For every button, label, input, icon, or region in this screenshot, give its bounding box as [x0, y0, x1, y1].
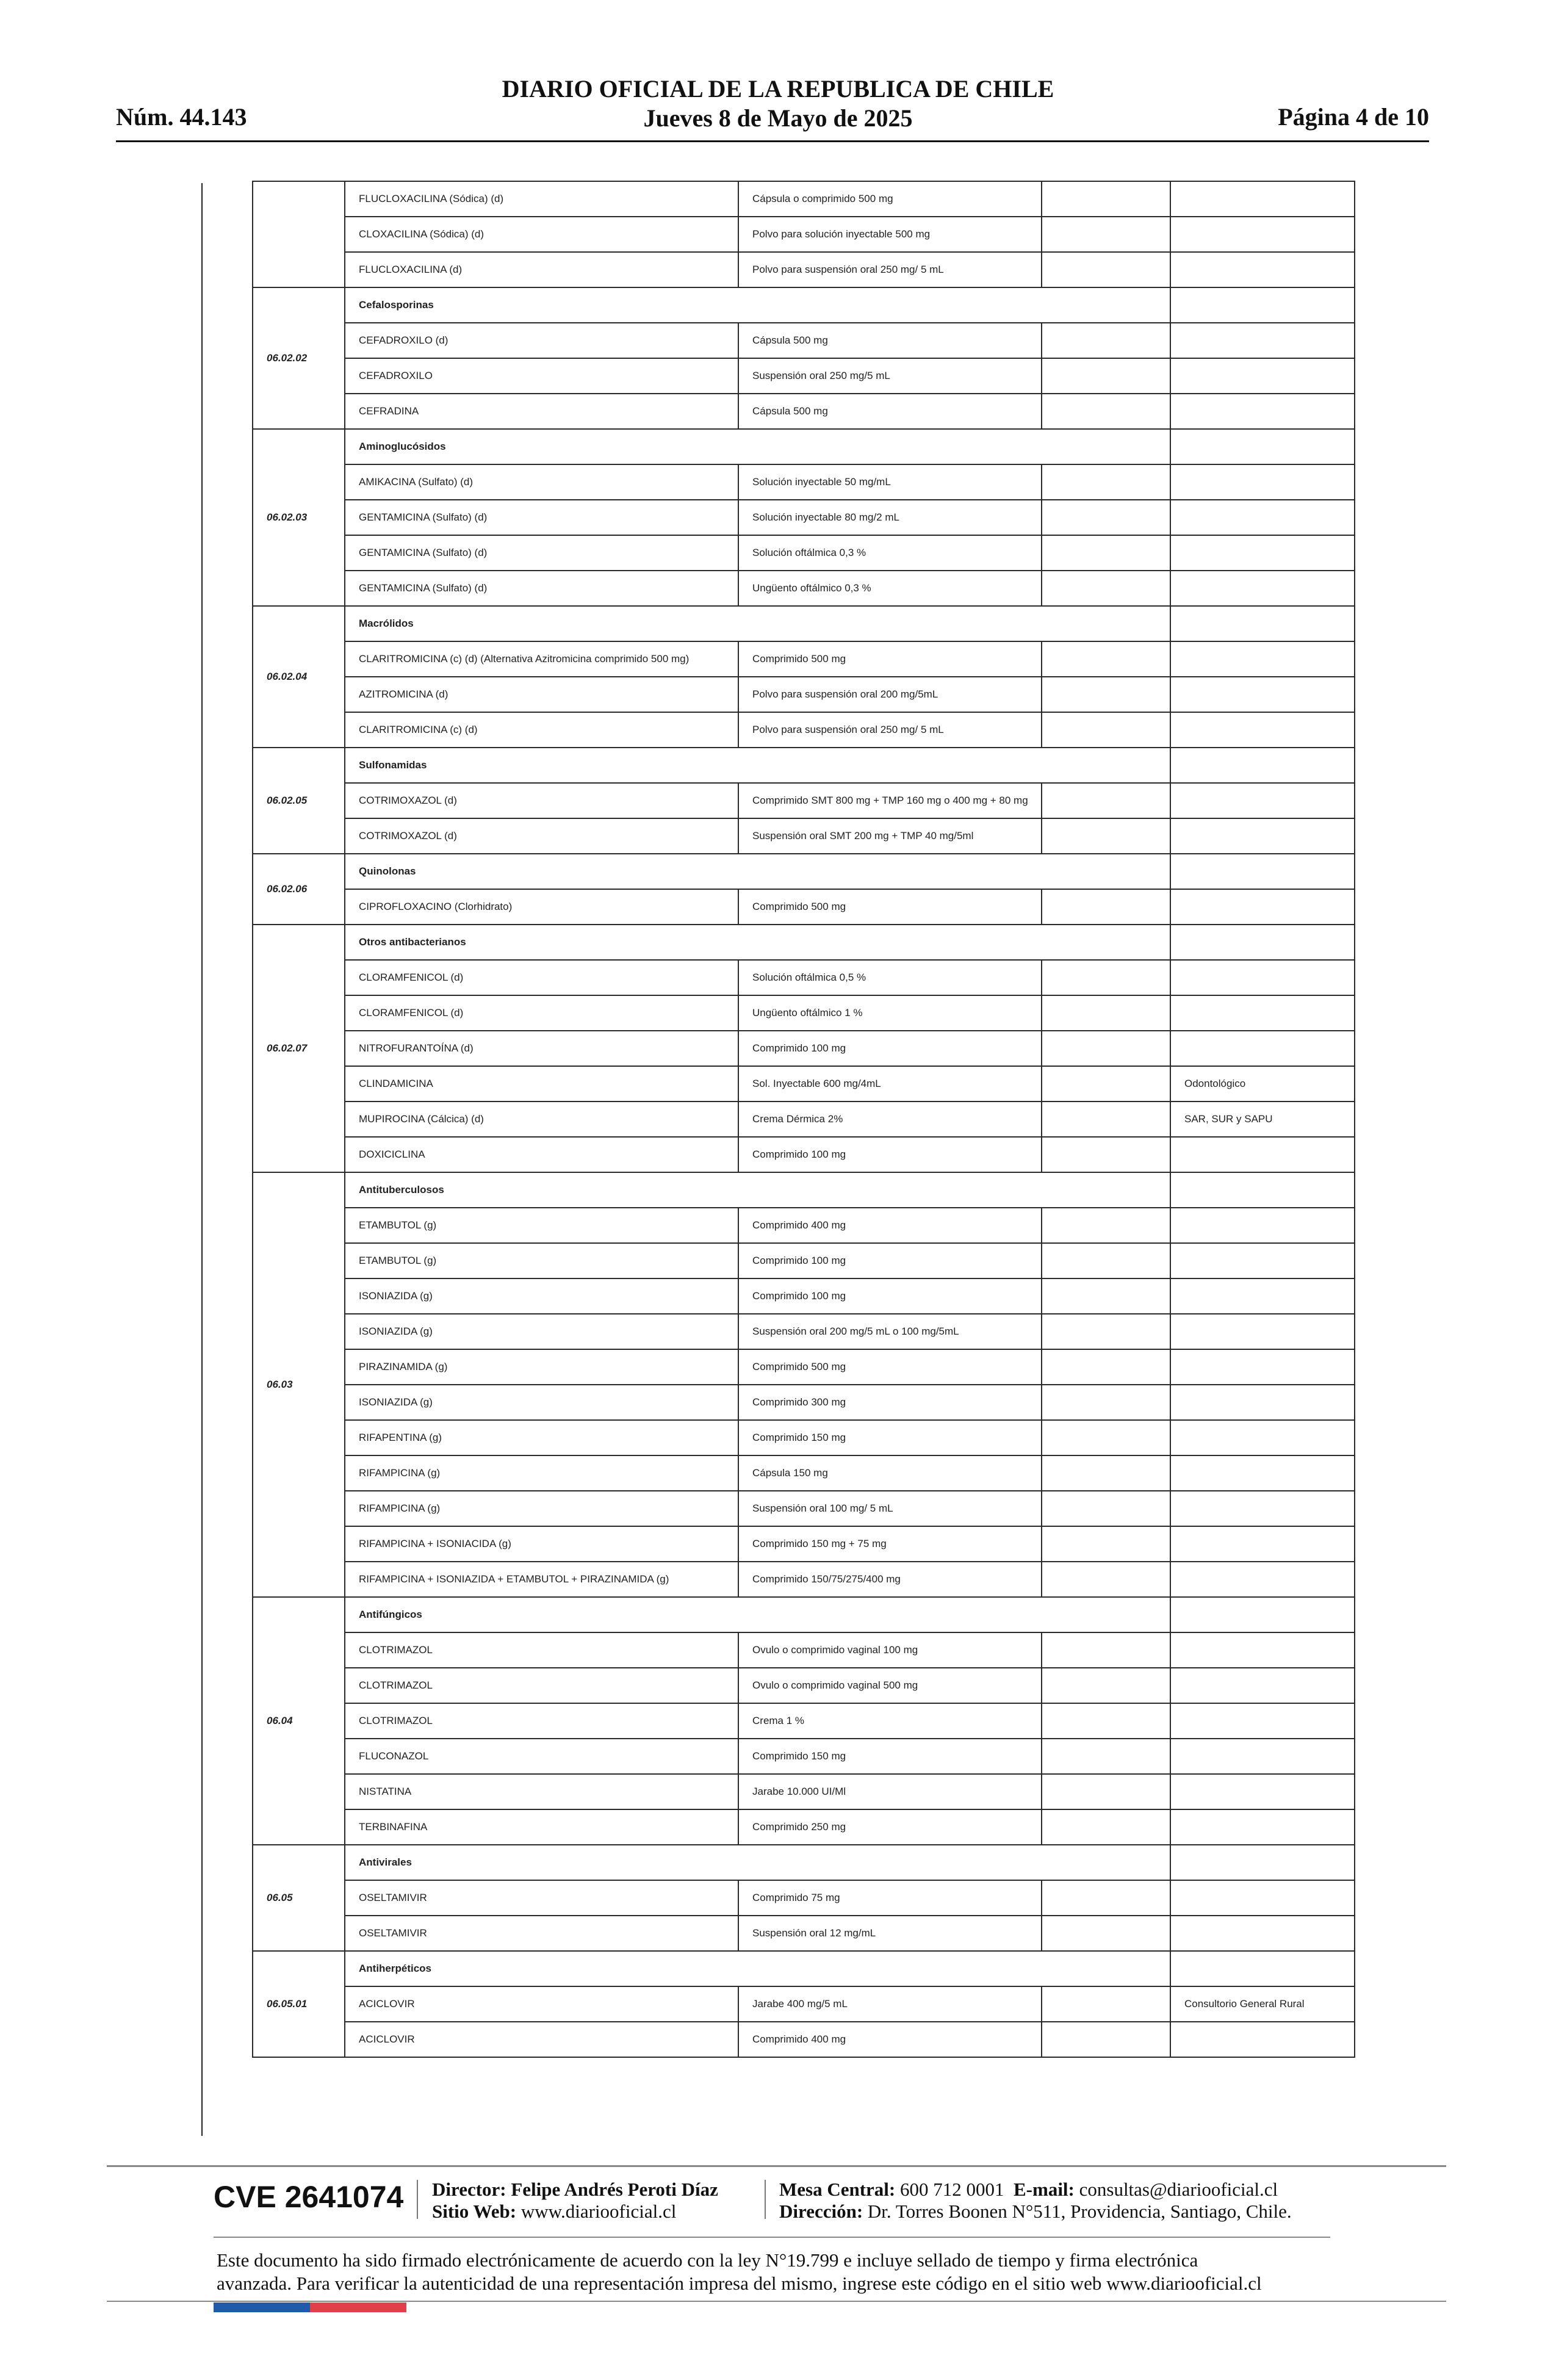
- table-row: [253, 252, 1355, 287]
- drug-name-cell: ETAMBUTOL (g): [345, 1243, 738, 1278]
- empty-cell: [1042, 1526, 1170, 1562]
- note-cell: [1170, 1420, 1355, 1455]
- drug-name-cell: AZITROMICINA (d): [345, 677, 738, 712]
- empty-cell: [1042, 1243, 1170, 1278]
- note-cell: [1170, 252, 1355, 287]
- drug-name-cell: OSELTAMIVIR: [345, 1880, 738, 1916]
- gazette-date: Jueves 8 de Mayo de 2025: [643, 104, 913, 132]
- note-cell: [1170, 1809, 1355, 1845]
- table-row: [253, 2022, 1355, 2057]
- note-cell: [1170, 995, 1355, 1031]
- table-row: [253, 1137, 1355, 1172]
- drug-name-cell: ISONIAZIDA (g): [345, 1278, 738, 1314]
- note-cell: [1170, 358, 1355, 394]
- drug-name-cell: CEFRADINA: [345, 394, 738, 429]
- drug-name-cell: CLOXACILINA (Sódica) (d): [345, 217, 738, 252]
- dosage-form-cell: Crema 1 %: [738, 1703, 1042, 1739]
- dosage-form-cell: Sol. Inyectable 600 mg/4mL: [738, 1066, 1042, 1102]
- medications-table: [252, 181, 1355, 2058]
- empty-cell: [1042, 464, 1170, 500]
- drug-name-cell: ISONIAZIDA (g): [345, 1385, 738, 1420]
- empty-cell: [1042, 1809, 1170, 1845]
- table-row: [253, 571, 1355, 606]
- empty-cell: [1042, 1349, 1170, 1385]
- table-row: [253, 1455, 1355, 1491]
- dosage-form-cell: Comprimido 100 mg: [738, 1278, 1042, 1314]
- section-code: 06.02.02: [253, 287, 345, 429]
- dosage-form-cell: Comprimido 150 mg + 75 mg: [738, 1526, 1042, 1562]
- category-label: Sulfonamidas: [345, 748, 1170, 783]
- table-row: [253, 1774, 1355, 1809]
- dosage-form-cell: Cápsula 150 mg: [738, 1455, 1042, 1491]
- note-cell: [1170, 1031, 1355, 1066]
- director-name: Felipe Andrés Peroti Díaz: [511, 2179, 718, 2200]
- empty-cell: [1042, 535, 1170, 571]
- empty-cell: [1170, 606, 1355, 641]
- category-label: Quinolonas: [345, 854, 1170, 889]
- table-row: [253, 535, 1355, 571]
- drug-name-cell: GENTAMICINA (Sulfato) (d): [345, 535, 738, 571]
- empty-cell: [1042, 783, 1170, 818]
- dosage-form-cell: Comprimido 100 mg: [738, 1031, 1042, 1066]
- empty-cell: [1042, 1208, 1170, 1243]
- drug-name-cell: CEFADROXILO: [345, 358, 738, 394]
- gazette-name: DIARIO OFICIAL DE LA REPUBLICA DE CHILE: [502, 75, 1054, 103]
- phone-number: 600 712 0001: [900, 2179, 1004, 2200]
- empty-cell: [1042, 641, 1170, 677]
- dosage-form-cell: Solución inyectable 80 mg/2 mL: [738, 500, 1042, 535]
- note-cell: [1170, 818, 1355, 854]
- table-row: [253, 181, 1355, 217]
- dosage-form-cell: Suspensión oral 200 mg/5 mL o 100 mg/5mL: [738, 1314, 1042, 1349]
- note-cell: [1170, 1385, 1355, 1420]
- table-row: [253, 641, 1355, 677]
- footer-separator: [417, 2180, 418, 2219]
- note-cell: [1170, 1243, 1355, 1278]
- section-code: [253, 181, 345, 287]
- address: Dr. Torres Boonen N°511, Providencia, Santiago, Chile.: [867, 2201, 1292, 2222]
- table-row: [253, 1632, 1355, 1668]
- drug-name-cell: CEFADROXILO (d): [345, 323, 738, 358]
- section-code: 06.05.01: [253, 1951, 345, 2057]
- empty-cell: [1042, 1385, 1170, 1420]
- empty-cell: [1042, 1916, 1170, 1951]
- note-cell: [1170, 1880, 1355, 1916]
- section-code: 06.02.06: [253, 854, 345, 925]
- drug-name-cell: AMIKACINA (Sulfato) (d): [345, 464, 738, 500]
- empty-cell: [1042, 358, 1170, 394]
- note-cell: [1170, 889, 1355, 925]
- category-row: [253, 287, 1355, 323]
- category-row: [253, 606, 1355, 641]
- section-code: 06.02.05: [253, 748, 345, 854]
- drug-name-cell: NISTATINA: [345, 1774, 738, 1809]
- drug-name-cell: MUPIROCINA (Cálcica) (d): [345, 1102, 738, 1137]
- note-cell: [1170, 2022, 1355, 2057]
- empty-cell: [1042, 2022, 1170, 2057]
- category-label: Macrólidos: [345, 606, 1170, 641]
- note-cell: [1170, 1703, 1355, 1739]
- empty-cell: [1042, 571, 1170, 606]
- drug-name-cell: RIFAMPICINA + ISONIACIDA (g): [345, 1526, 738, 1562]
- footer-separator: [765, 2180, 766, 2219]
- empty-cell: [1042, 1314, 1170, 1349]
- note-cell: [1170, 1668, 1355, 1703]
- category-row: [253, 854, 1355, 889]
- drug-name-cell: RIFAMPICINA + ISONIAZIDA + ETAMBUTOL + PIRAZINAMIDA (g): [345, 1562, 738, 1597]
- dosage-form-cell: Suspensión oral SMT 200 mg + TMP 40 mg/5ml: [738, 818, 1042, 854]
- table-row: [253, 1986, 1355, 2022]
- note-cell: [1170, 1526, 1355, 1562]
- dosage-form-cell: Comprimido 500 mg: [738, 641, 1042, 677]
- dosage-form-cell: Comprimido 300 mg: [738, 1385, 1042, 1420]
- drug-name-cell: ACICLOVIR: [345, 2022, 738, 2057]
- empty-cell: [1042, 1420, 1170, 1455]
- empty-cell: [1042, 323, 1170, 358]
- dosage-form-cell: Polvo para solución inyectable 500 mg: [738, 217, 1042, 252]
- table-row: [253, 1208, 1355, 1243]
- category-label: Aminoglucósidos: [345, 429, 1170, 464]
- empty-cell: [1042, 1632, 1170, 1668]
- flag-bar-blue: [214, 2302, 310, 2312]
- table-row: [253, 394, 1355, 429]
- section-code: 06.05: [253, 1845, 345, 1951]
- drug-name-cell: CLORAMFENICOL (d): [345, 960, 738, 995]
- note-cell: [1170, 1455, 1355, 1491]
- empty-cell: [1170, 1845, 1355, 1880]
- empty-cell: [1042, 960, 1170, 995]
- dosage-form-cell: Comprimido 100 mg: [738, 1137, 1042, 1172]
- legal-line: Este documento ha sido firmado electrónicamente de acuerdo con la ley N°19.799 e incluye sellado de tiempo y firma electrónica: [217, 2249, 1198, 2271]
- dosage-form-cell: Cápsula 500 mg: [738, 323, 1042, 358]
- dosage-form-cell: Ovulo o comprimido vaginal 500 mg: [738, 1668, 1042, 1703]
- drug-name-cell: COTRIMOXAZOL (d): [345, 818, 738, 854]
- note-cell: Odontológico: [1170, 1066, 1355, 1102]
- drug-name-cell: TERBINAFINA: [345, 1809, 738, 1845]
- page-number: Página 4 de 10: [1278, 103, 1429, 131]
- note-cell: [1170, 641, 1355, 677]
- note-cell: [1170, 323, 1355, 358]
- table-row: [253, 500, 1355, 535]
- margin-line: [201, 183, 203, 2136]
- section-code: 06.02.07: [253, 925, 345, 1172]
- note-cell: [1170, 571, 1355, 606]
- dosage-form-cell: Jarabe 10.000 UI/Ml: [738, 1774, 1042, 1809]
- empty-cell: [1042, 181, 1170, 217]
- empty-cell: [1170, 925, 1355, 960]
- table-row: [253, 783, 1355, 818]
- footer-rule-middle: [214, 2237, 1330, 2238]
- table-row: [253, 712, 1355, 748]
- table-row: [253, 1420, 1355, 1455]
- empty-cell: [1042, 1739, 1170, 1774]
- drug-name-cell: CIPROFLOXACINO (Clorhidrato): [345, 889, 738, 925]
- drug-name-cell: GENTAMICINA (Sulfato) (d): [345, 571, 738, 606]
- table-row: [253, 1703, 1355, 1739]
- drug-name-cell: CLOTRIMAZOL: [345, 1668, 738, 1703]
- drug-name-cell: CLOTRIMAZOL: [345, 1703, 738, 1739]
- dosage-form-cell: Suspensión oral 250 mg/5 mL: [738, 358, 1042, 394]
- table-row: [253, 1314, 1355, 1349]
- drug-name-cell: CLARITROMICINA (c) (d): [345, 712, 738, 748]
- empty-cell: [1042, 1278, 1170, 1314]
- category-label: Cefalosporinas: [345, 287, 1170, 323]
- dosage-form-cell: Polvo para suspensión oral 250 mg/ 5 mL: [738, 712, 1042, 748]
- table-row: [253, 1066, 1355, 1102]
- note-cell: [1170, 677, 1355, 712]
- note-cell: Consultorio General Rural: [1170, 1986, 1355, 2022]
- category-row: [253, 1172, 1355, 1208]
- dosage-form-cell: Solución oftálmica 0,5 %: [738, 960, 1042, 995]
- dosage-form-cell: Comprimido 250 mg: [738, 1809, 1042, 1845]
- empty-cell: [1042, 1455, 1170, 1491]
- section-code: 06.03: [253, 1172, 345, 1597]
- note-cell: [1170, 1739, 1355, 1774]
- note-cell: [1170, 1632, 1355, 1668]
- dosage-form-cell: Suspensión oral 12 mg/mL: [738, 1916, 1042, 1951]
- drug-name-cell: FLUCONAZOL: [345, 1739, 738, 1774]
- empty-cell: [1042, 1491, 1170, 1526]
- table-row: [253, 1278, 1355, 1314]
- table-row: [253, 323, 1355, 358]
- table-row: [253, 1385, 1355, 1420]
- empty-cell: [1042, 1102, 1170, 1137]
- empty-cell: [1042, 1774, 1170, 1809]
- table-row: [253, 1880, 1355, 1916]
- empty-cell: [1042, 252, 1170, 287]
- header-rule: [116, 140, 1429, 142]
- dosage-form-cell: Cápsula 500 mg: [738, 394, 1042, 429]
- table-row: [253, 1916, 1355, 1951]
- empty-cell: [1170, 1951, 1355, 1986]
- empty-cell: [1042, 1668, 1170, 1703]
- drug-name-cell: CLORAMFENICOL (d): [345, 995, 738, 1031]
- drug-name-cell: PIRAZINAMIDA (g): [345, 1349, 738, 1385]
- dosage-form-cell: Comprimido 500 mg: [738, 1349, 1042, 1385]
- empty-cell: [1042, 1031, 1170, 1066]
- web-label: Sitio Web:: [432, 2201, 517, 2222]
- note-cell: [1170, 1774, 1355, 1809]
- category-label: Antituberculosos: [345, 1172, 1170, 1208]
- empty-cell: [1170, 1597, 1355, 1632]
- empty-cell: [1042, 677, 1170, 712]
- empty-cell: [1042, 1880, 1170, 1916]
- contact-block: [779, 2179, 1292, 2223]
- table-row: [253, 1668, 1355, 1703]
- section-code: 06.04: [253, 1597, 345, 1845]
- drug-name-cell: NITROFURANTOÍNA (d): [345, 1031, 738, 1066]
- table-row: [253, 217, 1355, 252]
- empty-cell: [1042, 889, 1170, 925]
- dosage-form-cell: Comprimido 400 mg: [738, 1208, 1042, 1243]
- empty-cell: [1042, 818, 1170, 854]
- note-cell: [1170, 1562, 1355, 1597]
- note-cell: [1170, 1491, 1355, 1526]
- empty-cell: [1170, 287, 1355, 323]
- section-code: 06.02.04: [253, 606, 345, 748]
- table-row: [253, 1526, 1355, 1562]
- dosage-form-cell: Jarabe 400 mg/5 mL: [738, 1986, 1042, 2022]
- empty-cell: [1042, 1562, 1170, 1597]
- email-label: E-mail:: [1014, 2179, 1075, 2200]
- table-row: [253, 1102, 1355, 1137]
- table-row: [253, 1562, 1355, 1597]
- dosage-form-cell: Solución inyectable 50 mg/mL: [738, 464, 1042, 500]
- table-row: [253, 889, 1355, 925]
- empty-cell: [1042, 394, 1170, 429]
- dosage-form-cell: Comprimido 75 mg: [738, 1880, 1042, 1916]
- note-cell: [1170, 464, 1355, 500]
- cve-code: CVE 2641074: [214, 2180, 404, 2214]
- category-row: [253, 1845, 1355, 1880]
- note-cell: [1170, 1137, 1355, 1172]
- dosage-form-cell: Comprimido SMT 800 mg + TMP 160 mg o 400 mg + 80 mg: [738, 783, 1042, 818]
- table-row: [253, 1349, 1355, 1385]
- empty-cell: [1042, 217, 1170, 252]
- dosage-form-cell: Solución oftálmica 0,3 %: [738, 535, 1042, 571]
- legal-notice: [217, 2249, 1352, 2295]
- empty-cell: [1042, 1066, 1170, 1102]
- footer-rule-bottom: [107, 2301, 1446, 2302]
- dosage-form-cell: Ungüento oftálmico 1 %: [738, 995, 1042, 1031]
- dosage-form-cell: Comprimido 400 mg: [738, 2022, 1042, 2057]
- empty-cell: [1042, 995, 1170, 1031]
- note-cell: [1170, 1916, 1355, 1951]
- dosage-form-cell: Polvo para suspensión oral 250 mg/ 5 mL: [738, 252, 1042, 287]
- table-row: [253, 1243, 1355, 1278]
- note-cell: [1170, 394, 1355, 429]
- drug-name-cell: DOXICICLINA: [345, 1137, 738, 1172]
- note-cell: [1170, 217, 1355, 252]
- category-label: Antivirales: [345, 1845, 1170, 1880]
- dosage-form-cell: Polvo para suspensión oral 200 mg/5mL: [738, 677, 1042, 712]
- note-cell: [1170, 712, 1355, 748]
- drug-name-cell: FLUCLOXACILINA (Sódica) (d): [345, 181, 738, 217]
- empty-cell: [1170, 1172, 1355, 1208]
- address-label: Dirección:: [779, 2201, 863, 2222]
- empty-cell: [1170, 854, 1355, 889]
- empty-cell: [1042, 1703, 1170, 1739]
- empty-cell: [1170, 429, 1355, 464]
- dosage-form-cell: Ungüento oftálmico 0,3 %: [738, 571, 1042, 606]
- empty-cell: [1042, 1137, 1170, 1172]
- note-cell: [1170, 181, 1355, 217]
- table-row: [253, 1739, 1355, 1774]
- empty-cell: [1042, 712, 1170, 748]
- category-label: Antiherpéticos: [345, 1951, 1170, 1986]
- drug-name-cell: GENTAMICINA (Sulfato) (d): [345, 500, 738, 535]
- table-row: [253, 818, 1355, 854]
- note-cell: [1170, 1349, 1355, 1385]
- table-row: [253, 1809, 1355, 1845]
- issue-number: Núm. 44.143: [116, 103, 247, 131]
- category-row: [253, 1597, 1355, 1632]
- drug-name-cell: RIFAMPICINA (g): [345, 1491, 738, 1526]
- drug-name-cell: CLINDAMICINA: [345, 1066, 738, 1102]
- phone-label: Mesa Central:: [779, 2179, 896, 2200]
- table-row: [253, 960, 1355, 995]
- category-label: Otros antibacterianos: [345, 925, 1170, 960]
- note-cell: [1170, 500, 1355, 535]
- dosage-form-cell: Cápsula o comprimido 500 mg: [738, 181, 1042, 217]
- note-cell: [1170, 1208, 1355, 1243]
- website-link[interactable]: www.diariooficial.cl: [520, 2201, 677, 2222]
- table-row: [253, 1031, 1355, 1066]
- dosage-form-cell: Ovulo o comprimido vaginal 100 mg: [738, 1632, 1042, 1668]
- dosage-form-cell: Crema Dérmica 2%: [738, 1102, 1042, 1137]
- category-row: [253, 925, 1355, 960]
- dosage-form-cell: Comprimido 500 mg: [738, 889, 1042, 925]
- drug-name-cell: FLUCLOXACILINA (d): [345, 252, 738, 287]
- empty-cell: [1170, 748, 1355, 783]
- category-row: [253, 429, 1355, 464]
- category-row: [253, 748, 1355, 783]
- dosage-form-cell: Suspensión oral 100 mg/ 5 mL: [738, 1491, 1042, 1526]
- flag-bar-red: [310, 2302, 406, 2312]
- drug-name-cell: OSELTAMIVIR: [345, 1916, 738, 1951]
- table-row: [253, 995, 1355, 1031]
- drug-name-cell: RIFAMPICINA (g): [345, 1455, 738, 1491]
- drug-name-cell: ACICLOVIR: [345, 1986, 738, 2022]
- note-cell: [1170, 1278, 1355, 1314]
- drug-name-cell: ISONIAZIDA (g): [345, 1314, 738, 1349]
- dosage-form-cell: Comprimido 150/75/275/400 mg: [738, 1562, 1042, 1597]
- note-cell: [1170, 535, 1355, 571]
- note-cell: [1170, 1314, 1355, 1349]
- footer-rule-top: [107, 2165, 1446, 2167]
- drug-name-cell: CLOTRIMAZOL: [345, 1632, 738, 1668]
- drug-name-cell: CLARITROMICINA (c) (d) (Alternativa Azitromicina comprimido 500 mg): [345, 641, 738, 677]
- category-row: [253, 1951, 1355, 1986]
- dosage-form-cell: Comprimido 100 mg: [738, 1243, 1042, 1278]
- drug-name-cell: COTRIMOXAZOL (d): [345, 783, 738, 818]
- category-label: Antifúngicos: [345, 1597, 1170, 1632]
- note-cell: SAR, SUR y SAPU: [1170, 1102, 1355, 1137]
- section-code: 06.02.03: [253, 429, 345, 606]
- drug-name-cell: ETAMBUTOL (g): [345, 1208, 738, 1243]
- table-row: [253, 358, 1355, 394]
- drug-name-cell: RIFAPENTINA (g): [345, 1420, 738, 1455]
- note-cell: [1170, 783, 1355, 818]
- director-block: [432, 2179, 718, 2223]
- empty-cell: [1042, 500, 1170, 535]
- empty-cell: [1042, 1986, 1170, 2022]
- dosage-form-cell: Comprimido 150 mg: [738, 1739, 1042, 1774]
- dosage-form-cell: Comprimido 150 mg: [738, 1420, 1042, 1455]
- table-row: [253, 1491, 1355, 1526]
- director-label: Director:: [432, 2179, 506, 2200]
- legal-line: avanzada. Para verificar la autenticidad de una representación impresa del mismo, ingrese este código en el sitio web www.diariooficial.cl: [217, 2273, 1262, 2294]
- table-row: [253, 464, 1355, 500]
- table-row: [253, 677, 1355, 712]
- note-cell: [1170, 960, 1355, 995]
- email-link[interactable]: consultas@diariooficial.cl: [1079, 2179, 1278, 2200]
